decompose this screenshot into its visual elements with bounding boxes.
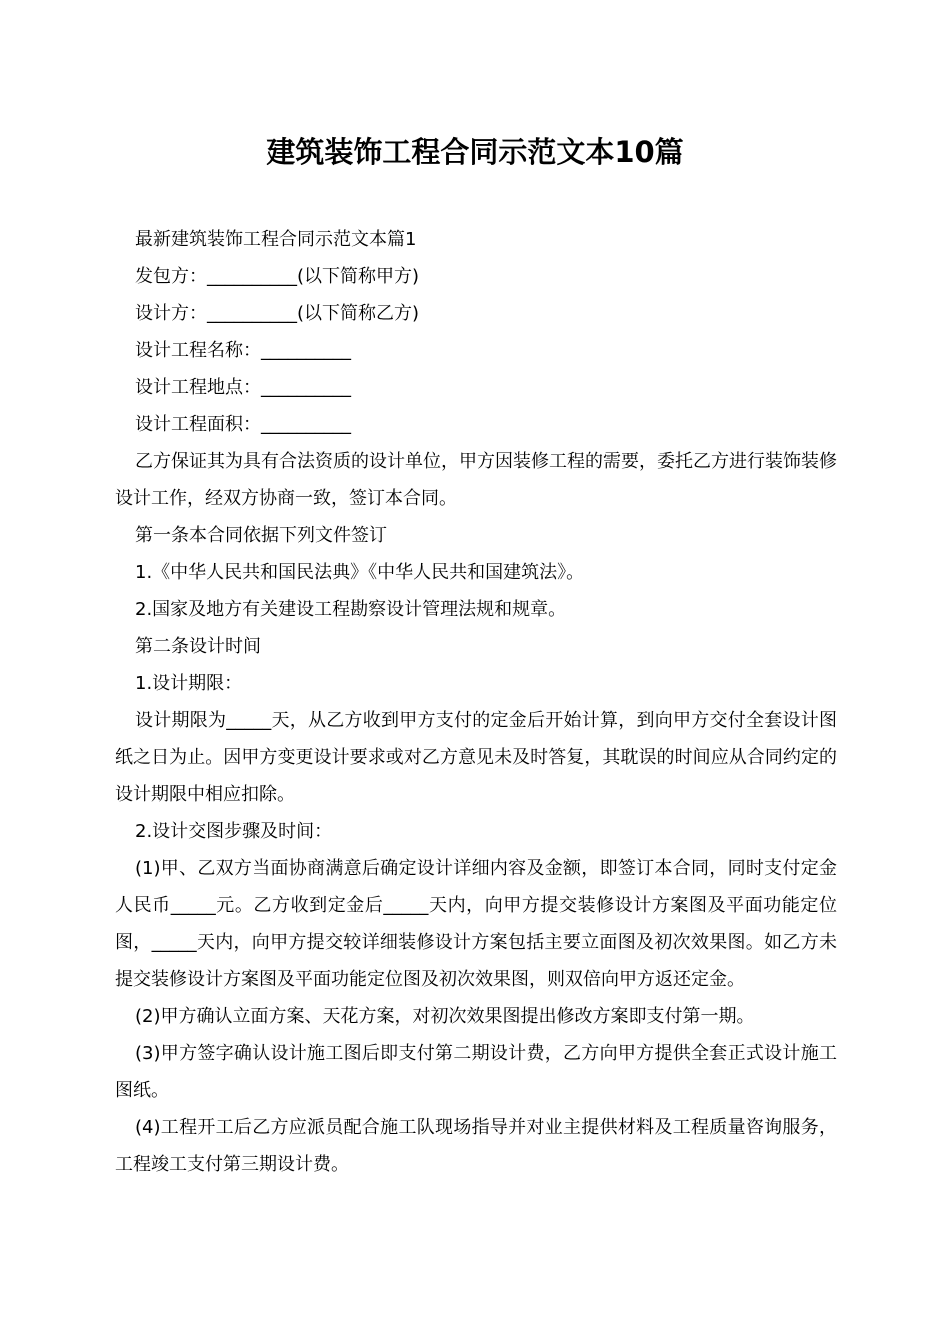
paragraph-article-1-item-1: 1.《中华人民共和国民法典》《中华人民共和国建筑法》。 (135, 562, 585, 583)
paragraph-step-1: (1)甲、乙双方当面协商满意后确定设计详细内容及金额，即签订本合同，同时支付定金人民币_____元。乙方收到定金后_____天内，向甲方提交装修设计方案图及平面功能定位图，_____天内，向甲方提交较详细装修设计方案包括主要立面图及初次效果图。如乙方未提交装修设计方案图及平面功能定位图及初次效果图，则双倍向甲方返还定金。 (115, 858, 837, 990)
paragraph-section-heading: 最新建筑装饰工程合同示范文本篇1 (135, 229, 417, 250)
paragraph-step-2: (2)甲方确认立面方案、天花方案，对初次效果图提出修改方案即支付第一期。 (135, 1006, 755, 1027)
paragraph-project-name: 设计工程名称：__________ (135, 340, 351, 361)
document-body (115, 221, 837, 1183)
paragraph-article-1-item-2: 2.国家及地方有关建设工程勘察设计管理法规和规章。 (135, 599, 567, 620)
paragraph-step-4: (4)工程开工后乙方应派员配合施工队现场指导并对业主提供材料及工程质量咨询服务，工程竣工支付第三期设计费。 (115, 1117, 837, 1175)
paragraph-party-b: 设计方：__________(以下简称乙方) (135, 303, 420, 324)
paragraph-article-2-heading: 第二条设计时间 (135, 636, 261, 657)
paragraph-design-period-heading: 1.设计期限： (135, 673, 243, 694)
paragraph-design-period-body: 设计期限为_____天，从乙方收到甲方支付的定金后开始计算，到向甲方交付全套设计图纸之日为止。因甲方变更设计要求或对乙方意见未及时答复，其耽误的时间应从合同约定的设计期限中相应扣除。 (115, 710, 837, 805)
document-title: 建筑装饰工程合同示范文本10篇 (266, 135, 684, 169)
paragraph-project-area: 设计工程面积：__________ (135, 414, 351, 435)
paragraph-party-a: 发包方：__________(以下简称甲方) (135, 266, 420, 287)
paragraph-preamble: 乙方保证其为具有合法资质的设计单位，甲方因装修工程的需要，委托乙方进行装饰装修设计工作，经双方协商一致，签订本合同。 (115, 451, 837, 509)
paragraph-step-3: (3)甲方签字确认设计施工图后即支付第二期设计费，乙方向甲方提供全套正式设计施工图纸。 (115, 1043, 837, 1101)
paragraph-article-1-heading: 第一条本合同依据下列文件签订 (135, 525, 387, 546)
paragraph-delivery-steps-heading: 2.设计交图步骤及时间： (135, 821, 333, 842)
paragraph-project-location: 设计工程地点：__________ (135, 377, 351, 398)
